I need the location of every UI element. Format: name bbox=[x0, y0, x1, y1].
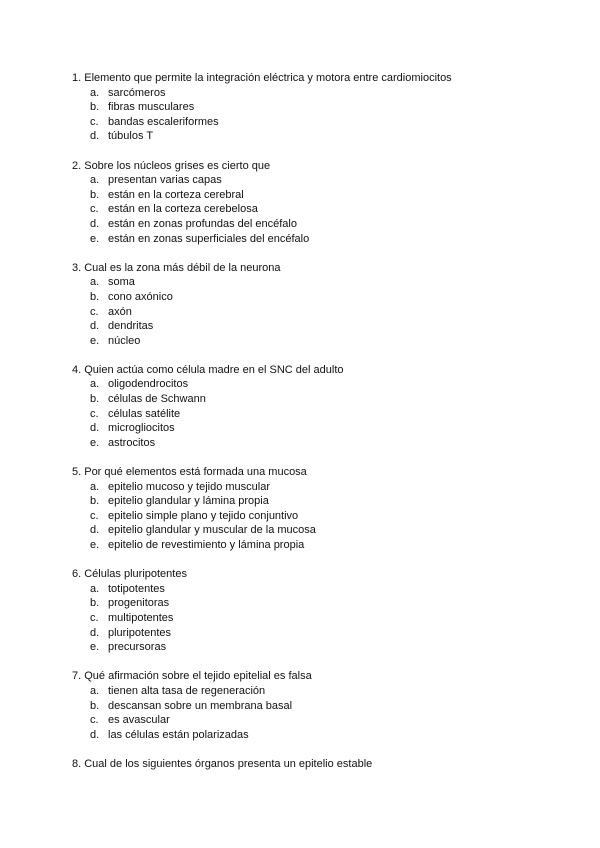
answer-option bbox=[72, 173, 572, 188]
answer-option bbox=[72, 275, 572, 290]
option-letter: a. bbox=[90, 480, 100, 493]
option-text: epitelio glandular y muscular de la mucosa bbox=[108, 524, 316, 537]
option-letter: c. bbox=[90, 611, 99, 624]
option-text: precursoras bbox=[108, 641, 167, 654]
option-letter: a. bbox=[90, 378, 100, 391]
question-block bbox=[72, 261, 572, 349]
option-text: tienen alta tasa de regeneración bbox=[108, 684, 266, 697]
option-letter: d. bbox=[90, 728, 100, 741]
option-letter: d. bbox=[90, 524, 100, 537]
answer-option bbox=[72, 392, 572, 407]
answer-option bbox=[72, 305, 572, 320]
answer-option bbox=[72, 494, 572, 509]
question-text: 5. Por qué elementos está formada una mucosa bbox=[72, 466, 307, 479]
option-letter: a. bbox=[90, 582, 100, 595]
option-letter: b. bbox=[90, 495, 100, 508]
question-text: 6. Células pluripotentes bbox=[72, 568, 187, 581]
answer-option bbox=[72, 509, 572, 524]
option-letter: b. bbox=[90, 393, 100, 406]
option-letter: e. bbox=[90, 641, 100, 654]
option-text: oligodendrocitos bbox=[108, 378, 189, 391]
option-text: dendritas bbox=[108, 320, 154, 333]
question-text: 3. Cual es la zona más débil de la neurona bbox=[72, 261, 281, 274]
question-block bbox=[72, 567, 572, 655]
question-block bbox=[72, 363, 572, 451]
option-text: están en la corteza cerebelosa bbox=[108, 203, 258, 216]
answer-option bbox=[72, 217, 572, 232]
answer-option bbox=[72, 100, 572, 115]
option-text: túbulos T bbox=[108, 130, 154, 143]
option-letter: b. bbox=[90, 101, 100, 114]
answer-option bbox=[72, 436, 572, 451]
option-text: están en la corteza cerebral bbox=[108, 188, 244, 201]
option-letter: b. bbox=[90, 290, 100, 303]
option-letter: d. bbox=[90, 626, 100, 639]
question-text: 1. Elemento que permite la integración eléctrica y motora entre cardiomiocitos bbox=[72, 72, 452, 84]
option-text: totipotentes bbox=[108, 582, 165, 595]
option-text: células satélite bbox=[108, 407, 181, 420]
answer-option bbox=[72, 115, 572, 130]
option-text: están en zonas profundas del encéfalo bbox=[108, 217, 297, 230]
option-letter: a. bbox=[90, 684, 100, 697]
option-letter: e. bbox=[90, 436, 100, 449]
option-letter: b. bbox=[90, 188, 100, 201]
option-letter: b. bbox=[90, 699, 100, 712]
question-text: 2. Sobre los núcleos grises es cierto que bbox=[72, 159, 271, 172]
answer-option bbox=[72, 232, 572, 247]
answer-option bbox=[72, 611, 572, 626]
option-text: presentan varias capas bbox=[108, 174, 222, 187]
option-letter: b. bbox=[90, 597, 100, 610]
answer-option bbox=[72, 290, 572, 305]
option-text: las células están polarizadas bbox=[108, 728, 249, 741]
question-text: 4. Quien actúa como célula madre en el SNC del adulto bbox=[72, 363, 344, 376]
option-text: descansan sobre un membrana basal bbox=[108, 699, 293, 712]
answer-option bbox=[72, 538, 572, 553]
option-text: núcleo bbox=[108, 334, 141, 347]
option-letter: c. bbox=[90, 203, 99, 216]
answer-option bbox=[72, 684, 572, 699]
option-text: pluripotentes bbox=[108, 626, 171, 639]
answer-option bbox=[72, 421, 572, 436]
option-text: epitelio mucoso y tejido muscular bbox=[108, 480, 271, 493]
option-text: fibras musculares bbox=[108, 101, 195, 114]
option-text: progenitoras bbox=[108, 597, 170, 610]
option-letter: c. bbox=[90, 305, 99, 318]
option-letter: e. bbox=[90, 539, 100, 551]
answer-option bbox=[72, 728, 572, 743]
option-letter: d. bbox=[90, 320, 100, 333]
question-block bbox=[72, 465, 572, 553]
option-letter: d. bbox=[90, 130, 100, 143]
answer-option bbox=[72, 202, 572, 217]
option-text: epitelio simple plano y tejido conjuntivo bbox=[108, 509, 299, 522]
option-letter: c. bbox=[90, 509, 99, 522]
option-text: astrocitos bbox=[108, 436, 156, 449]
option-letter: d. bbox=[90, 217, 100, 230]
question-block bbox=[72, 71, 572, 144]
option-letter: c. bbox=[90, 407, 99, 420]
option-letter: a. bbox=[90, 174, 100, 187]
option-letter: a. bbox=[90, 86, 100, 99]
option-text: sarcómeros bbox=[108, 86, 166, 99]
option-text: microgliocitos bbox=[108, 422, 175, 435]
option-letter: e. bbox=[90, 334, 100, 347]
answer-option bbox=[72, 596, 572, 611]
answer-option bbox=[72, 640, 572, 655]
option-text: es avascular bbox=[108, 714, 170, 727]
answer-option bbox=[72, 480, 572, 495]
option-text: están en zonas superficiales del encéfalo bbox=[108, 232, 310, 245]
question-block bbox=[72, 757, 572, 772]
answer-option bbox=[72, 129, 572, 144]
option-text: epitelio glandular y lámina propia bbox=[108, 495, 269, 508]
question-text: 8. Cual de los siguientes órganos presenta un epitelio estable bbox=[72, 757, 373, 770]
question-text: 7. Qué afirmación sobre el tejido epitelial es falsa bbox=[72, 670, 312, 683]
answer-option bbox=[72, 86, 572, 101]
question-block bbox=[72, 669, 572, 742]
option-text: bandas escaleriformes bbox=[108, 115, 219, 128]
option-letter: d. bbox=[90, 422, 100, 435]
answer-option bbox=[72, 626, 572, 641]
answer-option bbox=[72, 407, 572, 422]
answer-option bbox=[72, 523, 572, 538]
answer-option bbox=[72, 188, 572, 203]
option-text: axón bbox=[108, 305, 132, 318]
answer-option bbox=[72, 377, 572, 392]
answer-option bbox=[72, 699, 572, 714]
option-letter: e. bbox=[90, 232, 100, 245]
option-letter: a. bbox=[90, 276, 100, 289]
answer-option bbox=[72, 582, 572, 597]
option-text: cono axónico bbox=[108, 290, 173, 303]
answer-option bbox=[72, 713, 572, 728]
question-list bbox=[72, 71, 572, 786]
question-block bbox=[72, 159, 572, 247]
option-text: células de Schwann bbox=[108, 393, 206, 406]
option-text: epitelio de revestimiento y lámina propia bbox=[108, 539, 305, 551]
option-letter: c. bbox=[90, 115, 99, 128]
option-text: soma bbox=[108, 276, 135, 289]
answer-option bbox=[72, 334, 572, 349]
answer-option bbox=[72, 319, 572, 334]
option-letter: c. bbox=[90, 714, 99, 727]
option-text: multipotentes bbox=[108, 611, 174, 624]
